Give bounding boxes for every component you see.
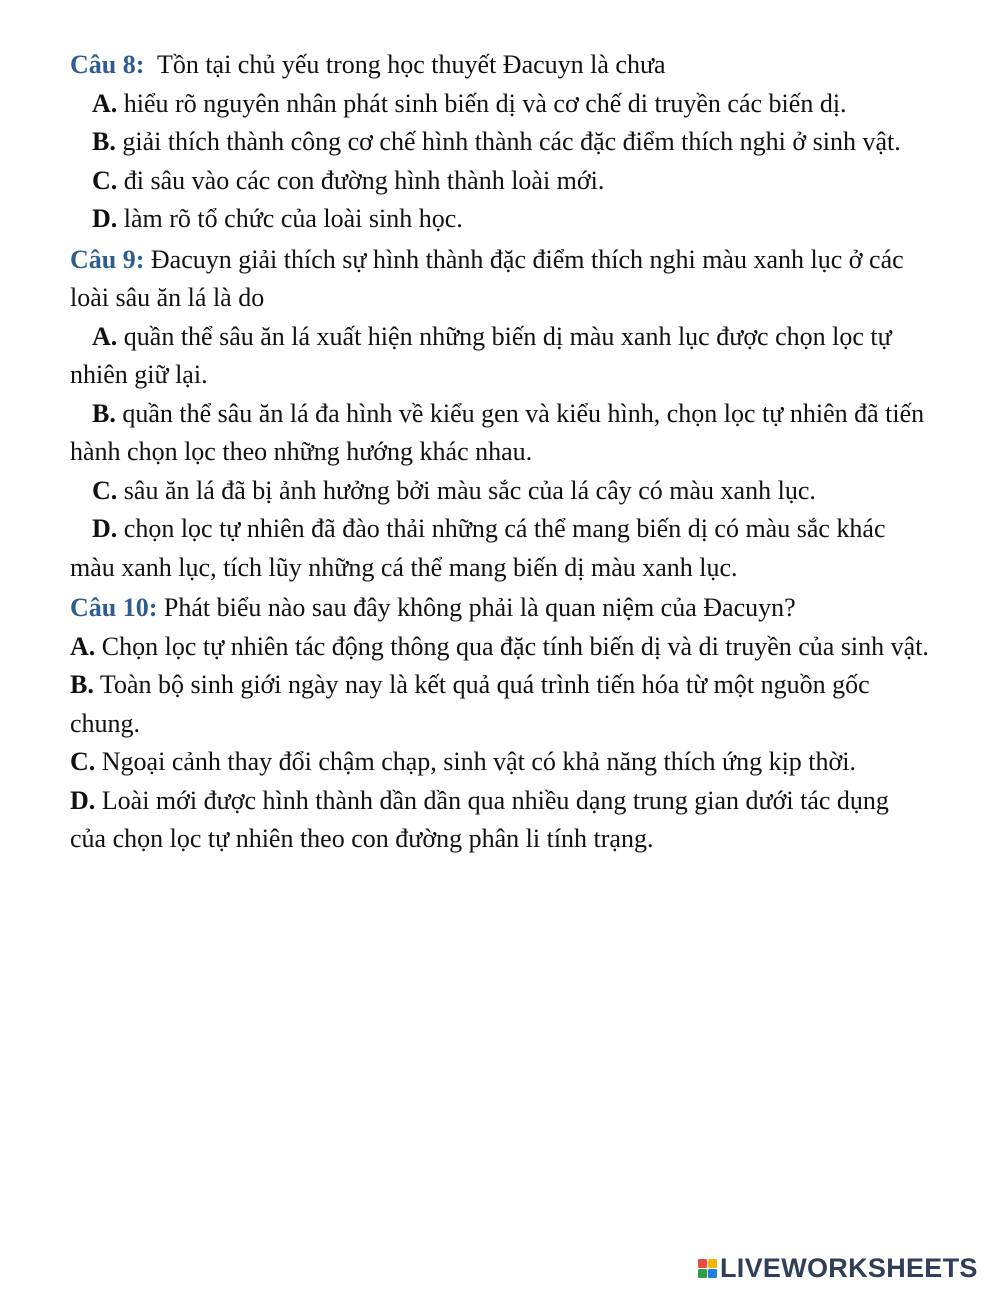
question-8-stem — [70, 46, 930, 85]
option-letter: D. — [92, 204, 118, 233]
option-letter: B. — [92, 398, 116, 428]
option-letter: A. — [92, 321, 118, 351]
question-9-option-c[interactable] — [70, 472, 930, 511]
option-text: Ngoại cảnh thay đổi chậm chạp, sinh vật có khả năng thích ứng kịp thời. — [101, 747, 856, 776]
worksheet-page — [70, 44, 930, 859]
question-8-text: Tồn tại chủ yếu trong học thuyết Đacuyn là chưa — [156, 50, 666, 79]
option-text: quần thể sâu ăn lá xuất hiện những biến dị màu xanh lục được chọn lọc tự nhiên giữ lại. — [70, 321, 892, 389]
question-10-number: Câu 10: — [70, 593, 158, 622]
question-8-option-b[interactable] — [70, 123, 930, 162]
option-text: hiểu rõ nguyên nhân phát sinh biến dị và cơ chế di truyền các biến dị. — [123, 88, 847, 118]
option-letter: B. — [70, 670, 94, 699]
option-letter: C. — [70, 747, 96, 776]
option-text: chọn lọc tự nhiên đã đào thải những cá thể mang biến dị có màu sắc khác màu xanh lục, tích lũy những cá thể mang biến dị màu xanh lục. — [70, 514, 886, 582]
question-10-option-c[interactable] — [70, 743, 930, 782]
option-letter: C. — [92, 475, 118, 505]
question-10-stem — [70, 589, 930, 628]
option-letter: A. — [92, 88, 118, 118]
question-8-number: Câu 8: — [70, 50, 145, 79]
option-letter: D. — [70, 785, 96, 815]
question-8-option-a[interactable] — [70, 85, 930, 124]
question-9-option-a[interactable] — [70, 318, 930, 395]
option-text: quần thể sâu ăn lá đa hình về kiểu gen và kiểu hình, chọn lọc tự nhiên đã tiến hành chọn lọc theo những hướng khác nhau. — [70, 398, 925, 466]
option-letter: A. — [70, 631, 96, 661]
option-letter: D. — [92, 514, 118, 543]
question-10-option-d[interactable] — [70, 782, 930, 859]
question-9-stem — [70, 241, 930, 318]
option-text: làm rõ tổ chức của loài sinh học. — [123, 204, 463, 233]
question-10-text: Phát biểu nào sau đây không phải là quan niệm của Đacuyn? — [163, 593, 796, 622]
option-text: Chọn lọc tự nhiên tác động thông qua đặc tính biến dị và di truyền của sinh vật. — [101, 631, 929, 661]
option-text: đi sâu vào các con đường hình thành loài mới. — [123, 165, 605, 195]
option-text: Toàn bộ sinh giới ngày nay là kết quả quá trình tiến hóa từ một nguồn gốc chung. — [70, 670, 870, 738]
option-letter: B. — [92, 127, 116, 156]
option-letter: C. — [92, 165, 118, 195]
liveworksheets-brand — [698, 1253, 978, 1284]
option-text: giải thích thành công cơ chế hình thành các đặc điểm thích nghi ở sinh vật. — [122, 127, 901, 156]
question-9-option-d[interactable] — [70, 510, 930, 587]
question-10-option-b[interactable] — [70, 666, 930, 743]
question-10-option-a[interactable] — [70, 628, 930, 667]
brand-text: LIVEWORKSHEETS — [720, 1253, 978, 1283]
option-text: sâu ăn lá đã bị ảnh hưởng bởi màu sắc của lá cây có màu xanh lục. — [123, 475, 816, 505]
question-8-option-d[interactable] — [70, 200, 930, 239]
question-9-number: Câu 9: — [70, 244, 145, 274]
question-9-option-b[interactable] — [70, 395, 930, 472]
question-9-text: Đacuyn giải thích sự hình thành đặc điểm thích nghi màu xanh lục ở các loài sâu ăn lá là do — [70, 244, 904, 312]
option-text: Loài mới được hình thành dần dần qua nhiều dạng trung gian dưới tác dụng của chọn lọc tự nhiên theo con đường phân li tính trạng. — [70, 785, 889, 853]
liveworksheets-logo-icon — [698, 1259, 717, 1278]
question-8-option-c[interactable] — [70, 162, 930, 201]
